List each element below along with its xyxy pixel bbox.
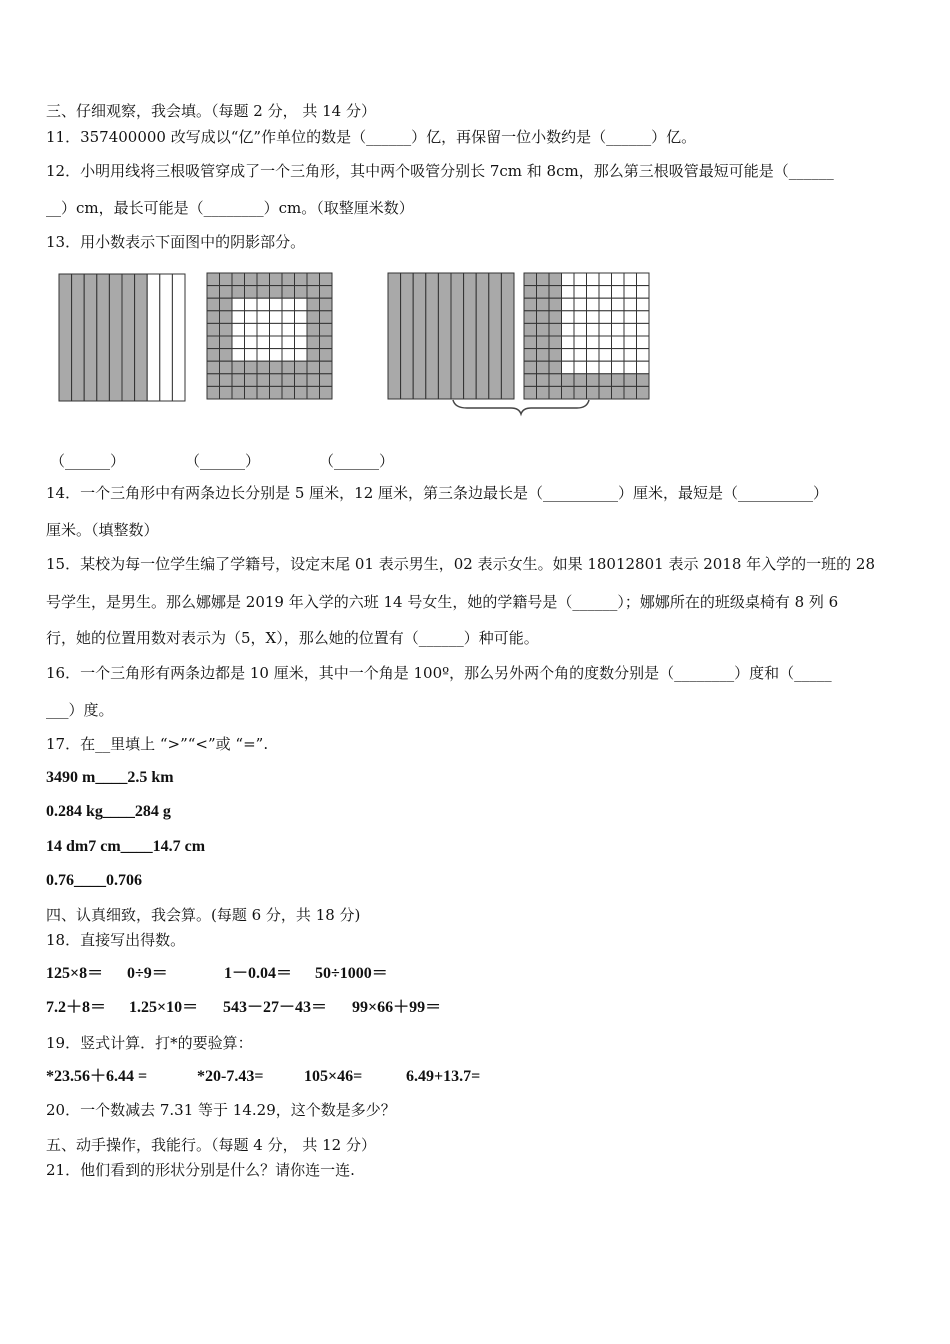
grid-cell [637, 323, 650, 336]
q18-r1-c4: 50÷1000＝ [315, 965, 388, 982]
strip-cell [97, 274, 110, 401]
grid-cell [282, 349, 295, 362]
grid-cell [320, 323, 333, 336]
q17-item-3: 14 dm7 cm____14.7 cm [46, 838, 206, 855]
grid-cell [562, 336, 575, 349]
grid-cell [207, 273, 220, 286]
grid-cell [232, 349, 245, 362]
grid-cell [245, 311, 258, 324]
q18-r2-c2: 1.25×10＝ [129, 999, 199, 1016]
grid-cell [245, 336, 258, 349]
grid-cell [220, 298, 233, 311]
grid-cell [549, 349, 562, 362]
grid-cell [599, 386, 612, 399]
q19-item-2: *20-7.43= [197, 1068, 264, 1085]
grid-cell [612, 336, 625, 349]
grid-cell [587, 286, 600, 299]
grid-cell [599, 273, 612, 286]
grid-cell [562, 386, 575, 399]
strip-cell [464, 273, 477, 399]
strip-cell [401, 273, 414, 399]
grid-cell [599, 374, 612, 387]
grid-cell [245, 349, 258, 362]
grid-cell [307, 374, 320, 387]
grid-cell [270, 386, 283, 399]
grid-cell [245, 386, 258, 399]
question-19: 19．竖式计算．打*的要验算： [46, 1034, 253, 1052]
grid-cell [320, 286, 333, 299]
grid-cell [612, 311, 625, 324]
grid-cell [587, 311, 600, 324]
grid-cell [220, 273, 233, 286]
grid-cell [537, 374, 550, 387]
question-16-line1: 16．一个三角形有两条边都是 10 厘米，其中一个角是 100º，那么另外两个角的度数分别是（________）度和（_____ [46, 664, 832, 682]
grid-cell [624, 336, 637, 349]
grid-cell [537, 361, 550, 374]
grid-cell [549, 273, 562, 286]
grid-cell [270, 286, 283, 299]
question-14-line1: 14．一个三角形中有两条边长分别是 5 厘米，12 厘米，第三条边最长是（__________）厘米，最短是（__________） [46, 484, 829, 502]
q19-item-3: 105×46= [304, 1068, 363, 1085]
grid-cell [282, 336, 295, 349]
grid-cell [562, 323, 575, 336]
grid-cell [612, 273, 625, 286]
question-12-line2: __）cm，最长可能是（________）cm。（取整厘米数） [46, 199, 414, 217]
grid-cell [637, 286, 650, 299]
strip-cell [59, 274, 72, 401]
grid-cell [637, 273, 650, 286]
q17-item-2: 0.284 kg____284 g [46, 803, 171, 820]
strip-cell [489, 273, 502, 399]
grid-cell [599, 323, 612, 336]
grid-cell [624, 273, 637, 286]
grid-cell [307, 323, 320, 336]
grid-cell [549, 336, 562, 349]
grid-cell [282, 273, 295, 286]
grid-cell [637, 298, 650, 311]
q18-r1-c1: 125×8＝ [46, 965, 104, 982]
grid-cell [257, 298, 270, 311]
grid-cell [549, 361, 562, 374]
grid-cell [562, 349, 575, 362]
grid-cell [524, 349, 537, 362]
grid-cell [574, 298, 587, 311]
grid-cell [549, 386, 562, 399]
q18-r2-c4: 99×66＋99＝ [352, 999, 442, 1016]
grid-cell [574, 386, 587, 399]
brace [453, 400, 589, 414]
grid-cell [549, 374, 562, 387]
grid-cell [574, 374, 587, 387]
question-13: 13．用小数表示下面图中的阴影部分。 [46, 233, 306, 251]
grid-cell [612, 349, 625, 362]
grid-cell [220, 361, 233, 374]
grid-cell [587, 386, 600, 399]
grid-cell [320, 298, 333, 311]
grid-cell [270, 273, 283, 286]
grid-cell [257, 336, 270, 349]
strip-cell [438, 273, 451, 399]
section4-header: 四、认真细致，我会算。(每题 6 分，共 18 分) [46, 906, 361, 924]
grid-cell [537, 298, 550, 311]
grid-cell [307, 361, 320, 374]
q19-item-4: 6.49+13.7= [406, 1068, 481, 1085]
strip-cell [388, 273, 401, 399]
q18-r2-c3: 543－27－43＝ [223, 999, 328, 1016]
grid-cell [599, 349, 612, 362]
question-12-line1: 12．小明用线将三根吸管穿成了一个三角形，其中两个吸管分别长 7cm 和 8cm，那么第三根吸管最短可能是（______ [46, 162, 834, 180]
strip-cell [135, 274, 148, 401]
grid-cell [637, 374, 650, 387]
grid-cell [637, 349, 650, 362]
grid-cell [574, 323, 587, 336]
grid-cell [270, 361, 283, 374]
grid-cell [207, 311, 220, 324]
grid-cell [599, 311, 612, 324]
grid-cell [307, 311, 320, 324]
grid-cell [270, 374, 283, 387]
grid-cell [524, 361, 537, 374]
grid-cell [245, 298, 258, 311]
grid-cell [624, 386, 637, 399]
grid-cell [637, 311, 650, 324]
strip-cell [84, 274, 97, 401]
strip-cell [122, 274, 135, 401]
grid-cell [574, 311, 587, 324]
grid-cell [599, 298, 612, 311]
grid-cell [282, 298, 295, 311]
strip-cell [426, 273, 439, 399]
grid-cell [574, 273, 587, 286]
grid-cell [295, 374, 308, 387]
grid-cell [562, 273, 575, 286]
grid-cell [524, 273, 537, 286]
grid-cell [295, 361, 308, 374]
grid-cell [295, 386, 308, 399]
grid-cell [282, 311, 295, 324]
strip-cell [160, 274, 173, 401]
grid-cell [537, 336, 550, 349]
grid-cell [207, 361, 220, 374]
grid-cell [537, 311, 550, 324]
grid-cell [587, 361, 600, 374]
grid-cell [562, 298, 575, 311]
question-15-line1: 15．某校为每一位学生编了学籍号，设定末尾 01 表示男生，02 表示女生。如果 18012801 表示 2018 年入学的一班的 28 [46, 555, 876, 573]
grid-cell [524, 323, 537, 336]
grid-cell [307, 336, 320, 349]
figure-combined [387, 272, 651, 417]
grid-cell [320, 386, 333, 399]
grid-cell [637, 386, 650, 399]
grid-cell [295, 336, 308, 349]
grid-cell [257, 361, 270, 374]
grid-cell [270, 336, 283, 349]
grid-cell [295, 323, 308, 336]
question-14-line2: 厘米。（填整数） [46, 521, 159, 539]
question-18: 18．直接写出得数。 [46, 931, 186, 949]
grid-cell [257, 349, 270, 362]
grid-cell [232, 286, 245, 299]
grid-cell [524, 336, 537, 349]
grid-cell [574, 361, 587, 374]
grid-cell [624, 374, 637, 387]
grid-cell [307, 349, 320, 362]
grid-cell [587, 336, 600, 349]
q18-r1-c2: 0÷9＝ [127, 965, 168, 982]
grid-cell [320, 361, 333, 374]
grid-cell [524, 374, 537, 387]
grid-cell [549, 298, 562, 311]
grid-cell [245, 286, 258, 299]
grid-cell [295, 298, 308, 311]
section5-header: 五、动手操作，我能行。（每题 4 分， 共 12 分） [46, 1136, 376, 1154]
grid-cell [612, 298, 625, 311]
q13-blank-3[interactable]: （______） [319, 452, 395, 470]
question-11: 11．357400000 改写成以“亿”作单位的数是（______）亿，再保留一位小数约是（______）亿。 [46, 128, 697, 146]
q13-blank-1[interactable]: （______） [50, 452, 126, 470]
q18-r1-c3: 1－0.04＝ [224, 965, 293, 982]
figure-grid-1 [206, 272, 333, 402]
question-15-line2: 号学生，是男生。那么娜娜是 2019 年入学的六班 14 号女生，她的学籍号是（______）；娜娜所在的班级桌椅有 8 列 6 [46, 593, 839, 611]
grid-cell [612, 386, 625, 399]
question-17: 17．在__里填上 “>”“<”或 “=”. [46, 735, 269, 753]
section3-header: 三、仔细观察，我会填。（每题 2 分， 共 14 分） [46, 102, 376, 120]
grid-cell [537, 286, 550, 299]
grid-cell [232, 273, 245, 286]
grid-cell [624, 298, 637, 311]
grid-cell [612, 323, 625, 336]
grid-cell [307, 386, 320, 399]
grid-cell [537, 386, 550, 399]
grid-cell [207, 336, 220, 349]
grid-cell [562, 361, 575, 374]
grid-cell [574, 349, 587, 362]
grid-cell [624, 349, 637, 362]
grid-cell [587, 323, 600, 336]
grid-cell [295, 273, 308, 286]
grid-cell [282, 286, 295, 299]
grid-cell [282, 361, 295, 374]
grid-cell [320, 349, 333, 362]
strip-cell [413, 273, 426, 399]
grid-cell [207, 349, 220, 362]
grid-cell [599, 361, 612, 374]
grid-cell [232, 386, 245, 399]
grid-cell [295, 311, 308, 324]
grid-cell [537, 349, 550, 362]
grid-cell [599, 336, 612, 349]
grid-cell [245, 323, 258, 336]
q19-item-1: *23.56＋6.44 = [46, 1068, 148, 1085]
grid-cell [549, 311, 562, 324]
grid-cell [257, 273, 270, 286]
grid-cell [587, 349, 600, 362]
grid-cell [612, 374, 625, 387]
grid-cell [207, 323, 220, 336]
grid-cell [220, 349, 233, 362]
grid-cell [232, 323, 245, 336]
grid-cell [562, 311, 575, 324]
grid-cell [295, 286, 308, 299]
grid-cell [599, 286, 612, 299]
strip-cell [476, 273, 489, 399]
grid-cell [232, 336, 245, 349]
strip-cell [109, 274, 122, 401]
question-21: 21．他们看到的形状分别是什么？请你连一连. [46, 1161, 355, 1179]
grid-cell [624, 311, 637, 324]
grid-cell [207, 374, 220, 387]
strip-cell [147, 274, 160, 401]
strip-cell [501, 273, 514, 399]
grid-cell [637, 336, 650, 349]
grid-cell [307, 273, 320, 286]
grid-cell [562, 374, 575, 387]
grid-cell [207, 386, 220, 399]
grid-cell [587, 273, 600, 286]
grid-cell [220, 336, 233, 349]
grid-cell [257, 323, 270, 336]
strip-cell [172, 274, 185, 401]
grid-cell [562, 286, 575, 299]
grid-cell [232, 361, 245, 374]
grid-cell [270, 311, 283, 324]
question-16-line2: ___）度。 [46, 701, 114, 719]
strip-cell [72, 274, 85, 401]
grid-cell [624, 361, 637, 374]
grid-cell [220, 386, 233, 399]
grid-cell [282, 374, 295, 387]
grid-cell [257, 386, 270, 399]
grid-cell [320, 336, 333, 349]
q17-item-4: 0.76____0.706 [46, 872, 142, 889]
grid-cell [282, 386, 295, 399]
grid-cell [207, 286, 220, 299]
grid-cell [307, 286, 320, 299]
strip-cell [451, 273, 464, 399]
grid-cell [232, 311, 245, 324]
grid-cell [320, 374, 333, 387]
figure-strips-1 [58, 273, 186, 403]
grid-cell [587, 374, 600, 387]
grid-cell [574, 286, 587, 299]
grid-cell [245, 374, 258, 387]
grid-cell [537, 273, 550, 286]
grid-cell [537, 323, 550, 336]
grid-cell [220, 286, 233, 299]
grid-cell [270, 349, 283, 362]
grid-cell [245, 361, 258, 374]
grid-cell [320, 273, 333, 286]
grid-cell [574, 336, 587, 349]
grid-cell [220, 323, 233, 336]
grid-cell [524, 298, 537, 311]
grid-cell [282, 323, 295, 336]
grid-cell [257, 311, 270, 324]
q17-item-1: 3490 m____2.5 km [46, 769, 174, 786]
grid-cell [245, 273, 258, 286]
grid-cell [307, 298, 320, 311]
question-20: 20．一个数减去 7.31 等于 14.29，这个数是多少？ [46, 1101, 396, 1119]
grid-cell [257, 374, 270, 387]
q18-r2-c1: 7.2＋8＝ [46, 999, 107, 1016]
grid-cell [549, 323, 562, 336]
grid-cell [524, 386, 537, 399]
grid-cell [320, 311, 333, 324]
grid-cell [587, 298, 600, 311]
q13-blank-2[interactable]: （______） [185, 452, 261, 470]
grid-cell [612, 361, 625, 374]
grid-cell [220, 374, 233, 387]
grid-cell [270, 323, 283, 336]
grid-cell [295, 349, 308, 362]
grid-cell [624, 286, 637, 299]
grid-cell [257, 286, 270, 299]
grid-cell [624, 323, 637, 336]
grid-cell [524, 311, 537, 324]
grid-cell [207, 298, 220, 311]
grid-cell [549, 286, 562, 299]
grid-cell [232, 298, 245, 311]
grid-cell [524, 286, 537, 299]
grid-cell [270, 298, 283, 311]
question-15-line3: 行，她的位置用数对表示为（5，X），那么她的位置有（______）种可能。 [46, 629, 539, 647]
grid-cell [220, 311, 233, 324]
grid-cell [612, 286, 625, 299]
grid-cell [232, 374, 245, 387]
grid-cell [637, 361, 650, 374]
